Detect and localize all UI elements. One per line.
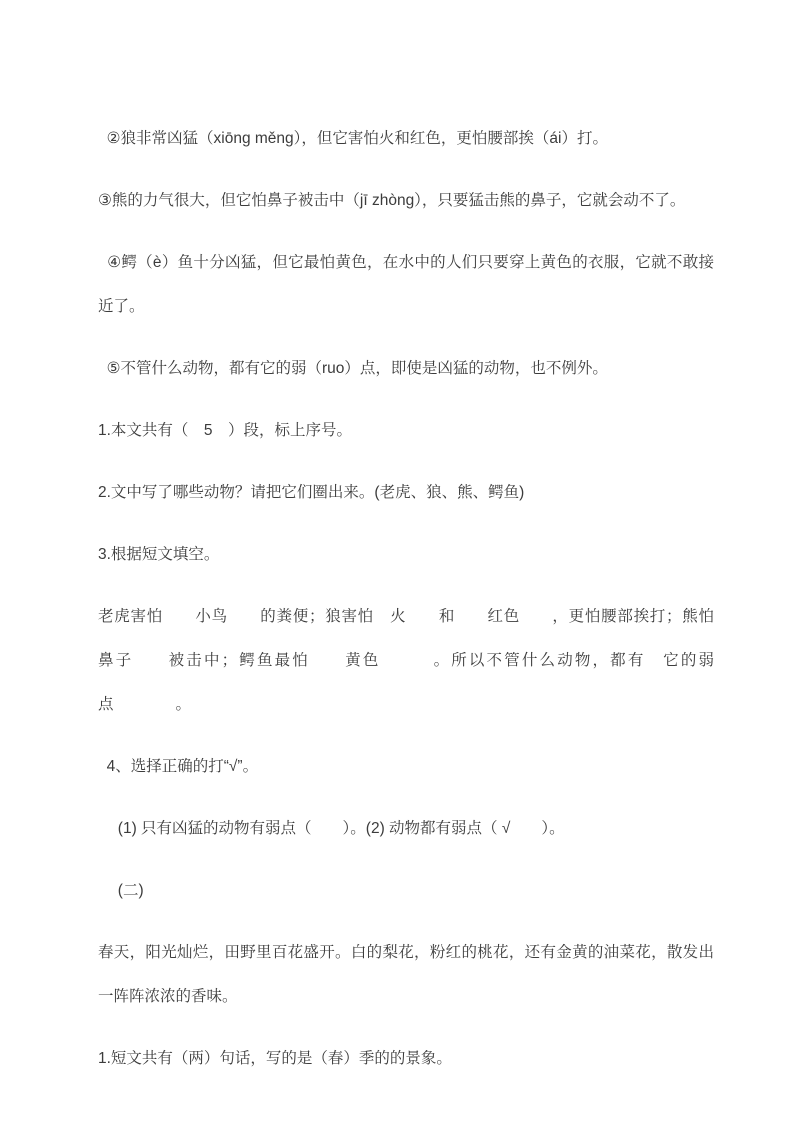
passage2-question-1: 1.短文共有（两）句话，写的是（春）季的的景象。 bbox=[98, 1050, 452, 1067]
passage2-spring-text: 春天，阳光灿烂，田野里百花盛开。白的梨花，粉红的桃花，还有金黄的油菜花，散发出一阵阵浓浓的香味。 bbox=[98, 944, 714, 1005]
passage1-para-wolf: ②狼非常凶猛（xiōng měng），但它害怕火和红色，更怕腰部挨（ái）打。 bbox=[98, 130, 608, 147]
question-4-options-line: (1) 只有凶猛的动物有弱点（ ）。(2) 动物都有弱点（ √ ）。 bbox=[98, 820, 565, 837]
section-two-heading: (二) bbox=[98, 882, 144, 899]
question-3-answer-line: 老虎害怕 小鸟 的粪便；狼害怕 火 和 红色 ，更怕腰部挨打；熊怕 鼻子 被击中；鳄鱼最怕 黄色 。所以不管什么动物，都有 它的弱点 。 bbox=[98, 608, 746, 713]
question-3-fill-blanks: 3.根据短文填空。 bbox=[98, 546, 220, 563]
passage1-para-crocodile: ④鳄（è）鱼十分凶猛，但它最怕黄色，在水中的人们只要穿上黄色的衣服，它就不敢接近了。 bbox=[98, 254, 714, 315]
question-2-circle-animals: 2.文中写了哪些动物？请把它们圈出来。(老虎、狼、熊、鳄鱼) bbox=[98, 484, 525, 501]
question-1-paragraph-count: 1.本文共有（ 5 ）段，标上序号。 bbox=[98, 422, 353, 439]
passage1-para-conclusion: ⑤不管什么动物，都有它的弱（ruo）点，即使是凶猛的动物，也不例外。 bbox=[98, 360, 608, 377]
question-4-check-correct: 4、选择正确的打“√”。 bbox=[98, 758, 259, 775]
passage1-para-bear: ③熊的力气很大，但它怕鼻子被击中（jī zhòng），只要猛击熊的鼻子，它就会动不了。 bbox=[98, 192, 686, 209]
